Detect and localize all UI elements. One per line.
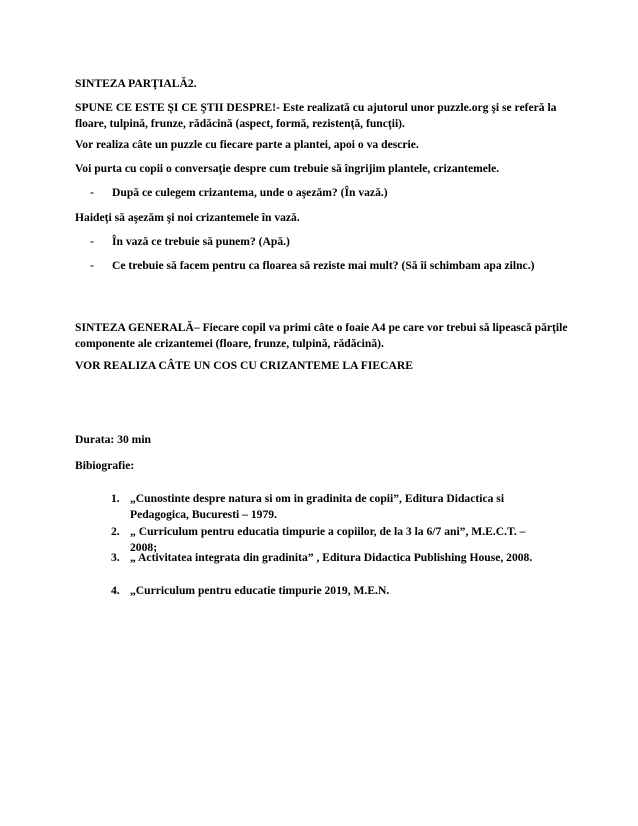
item-number: 1. bbox=[111, 492, 120, 505]
question-text: Ce trebuie să facem pentru ca floarea să reziste mai mult? (Să îi schimbam apa zilnc.) bbox=[112, 259, 535, 272]
item-number: 4. bbox=[111, 584, 120, 597]
question-text: În vază ce trebuie să punem? (Apă.) bbox=[112, 235, 290, 248]
basket-paragraph: VOR REALIZA CÂTE UN COS CU CRIZANTEME LA FIECARE bbox=[75, 359, 413, 372]
duration-text: Durata: 30 min bbox=[75, 433, 151, 446]
item-text: „ Activitatea integrata din gradinita” , Editura Didactica Publishing House, 2008. bbox=[130, 551, 533, 564]
dash-marker: - bbox=[90, 186, 94, 199]
item-number: 3. bbox=[111, 551, 120, 564]
partial-synthesis-heading: SINTEZA PARŢIALĂ2. bbox=[75, 77, 197, 90]
dash-marker: - bbox=[90, 259, 94, 272]
general-synthesis-paragraph: SINTEZA GENERALĂ– Fiecare copil va primi câte o foaie A4 pe care vor trebui să lipească părţile componente ale crizantemei (floare, frunze, tulpină, rădăcină). bbox=[75, 321, 568, 350]
spune-paragraph: SPUNE CE ESTE ŞI CE ŞTII DESPRE!- Este realizată cu ajutorul unor puzzle.org şi se referă la floare, tulpină, frunze, rădăcină (aspect, formă, rezistenţă, funcţii). bbox=[75, 101, 557, 130]
item-text: „Cunostinte despre natura si om in gradinita de copii”, Editura Didactica si Pedagogica, Bucuresti – 1979. bbox=[130, 492, 505, 521]
item-text: „ Curriculum pentru educatia timpurie a copiilor, de la 3 la 6/7 ani”, M.E.C.T. – 2008; bbox=[130, 525, 526, 554]
conversation-paragraph: Voi purta cu copii o conversaţie despre cum trebuie să îngrijim plantele, crizantemele. bbox=[75, 162, 500, 175]
haideti-paragraph: Haideţi să aşezăm şi noi crizantemele în vază. bbox=[75, 211, 300, 224]
puzzle-paragraph: Vor realiza câte un puzzle cu fiecare parte a plantei, apoi o va descrie. bbox=[75, 138, 419, 151]
bibliography-heading: Bibiografie: bbox=[75, 459, 135, 472]
question-text: După ce culegem crizantema, unde o aşezăm? (În vază.) bbox=[112, 186, 388, 199]
item-text: „Curriculum pentru educatie timpurie 2019, M.E.N. bbox=[130, 584, 390, 597]
dash-marker: - bbox=[90, 235, 94, 248]
item-number: 2. bbox=[111, 525, 120, 538]
